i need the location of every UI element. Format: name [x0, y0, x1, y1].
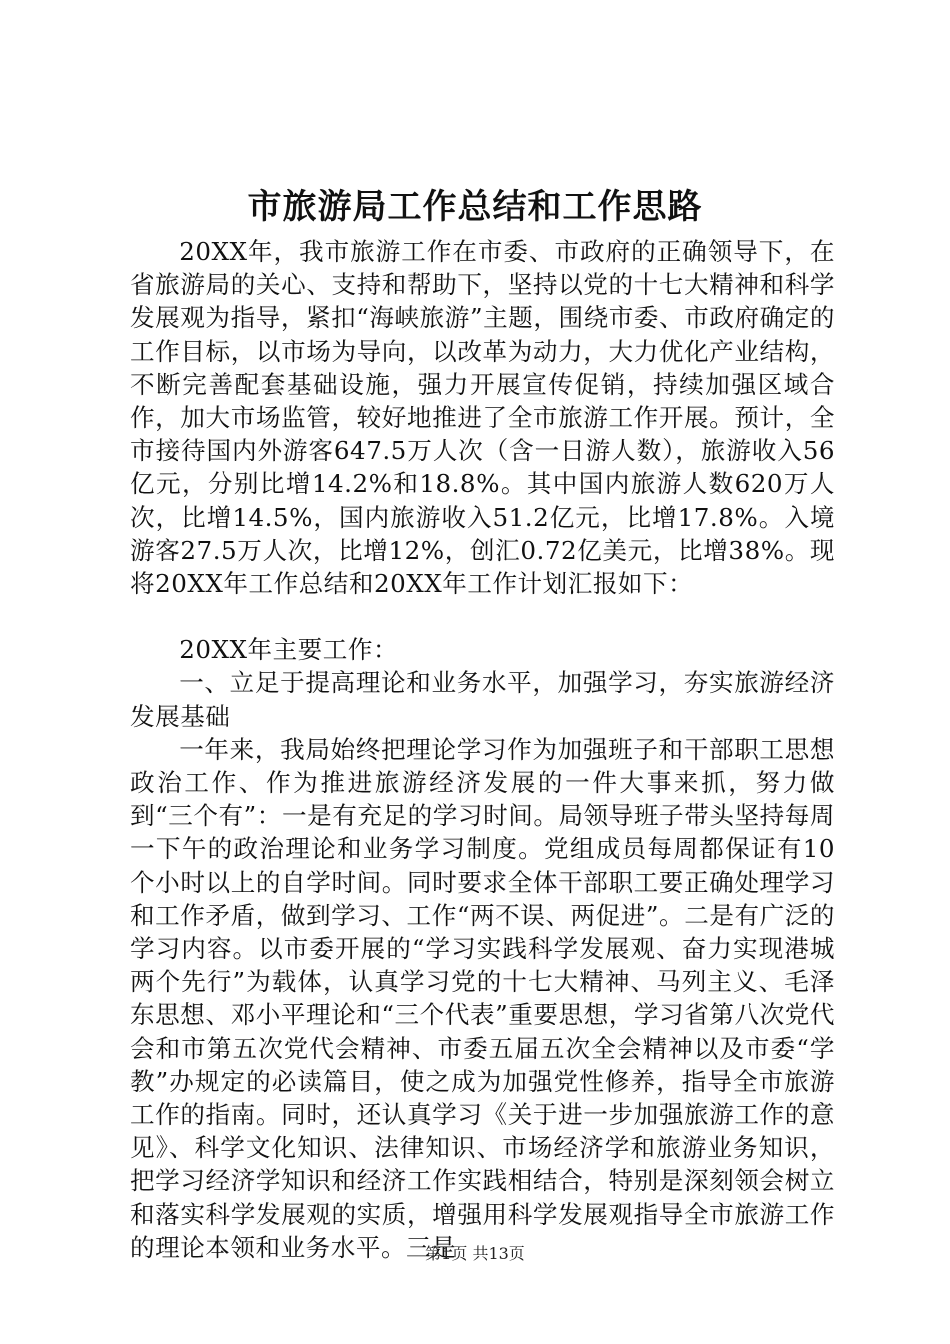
page-title: 市旅游局工作总结和工作思路 — [247, 187, 703, 227]
paragraph-intro: 20XX年，我市旅游工作在市委、市政府的正确领导下，在省旅游局的关心、支持和帮助下，坚持以党的十七大精神和科学发展观为指导，紧扣“海峡旅游”主题，围绕市委、市政府确定的工作目标，以市场为导向，以改革为动力，大力优化产业结构，不断完善配套基础设施，强力开展宣传促销，持续加强区域合作，加大市场监管，较好地推进了全市旅游工作开展。预计，全市接待国内外游客647.5万人次（含一日游人数），旅游收入56亿元，分别比增14.2%和18.8%。其中国内旅游人数620万人次，比增14.5%，国内旅游收入51.2亿元，比增17.8%。入境游客27.5万人次，比增12%，创汇0.72亿美元，比增38%。现将20XX年工作总结和20XX年工作计划汇报如下： — [130, 237, 835, 599]
page-number-footer: 第1页 共13页 — [425, 1244, 525, 1263]
paragraph-study-details: 一年来，我局始终把理论学习作为加强班子和干部职工思想政治工作、作为推进旅游经济发展的一件大事来抓，努力做到“三个有”：一是有充足的学习时间。局领导班子带头坚持每周一下午的政治理论和业务学习制度。党组成员每周都保证有10个小时以上的自学时间。同时要求全体干部职工要正确处理学习和工作矛盾，做到学习、工作“两不误、两促进”。二是有广泛的学习内容。以市委开展的“学习实践科学发展观、奋力实现港城两个先行”为载体，认真学习党的十七大精神、马列主义、毛泽东思想、邓小平理论和“三个代表”重要思想，学习省第八次党代会和市第五次党代会精神、市委五届五次全会精神以及市委“学教”办规定的必读篇目，使之成为加强党性修养，指导全市旅游工作的指南。同时，还认真学习《关于进一步加强旅游工作的意见》、科学文化知识、法律知识、市场经济学和旅游业务知识，把学习经济学知识和经济工作实践相结合，特别是深刻领会树立和落实科学发展观的实质，增强用科学发展观指导全市旅游工作的理论本领和业务水平。三是 — [130, 734, 835, 1262]
document-body — [130, 235, 835, 1264]
paragraph-section-heading: 20XX年主要工作： — [179, 635, 399, 665]
paragraph-subheading-1: 一、立足于提高理论和业务水平，加强学习，夯实旅游经济发展基础 — [130, 668, 835, 731]
